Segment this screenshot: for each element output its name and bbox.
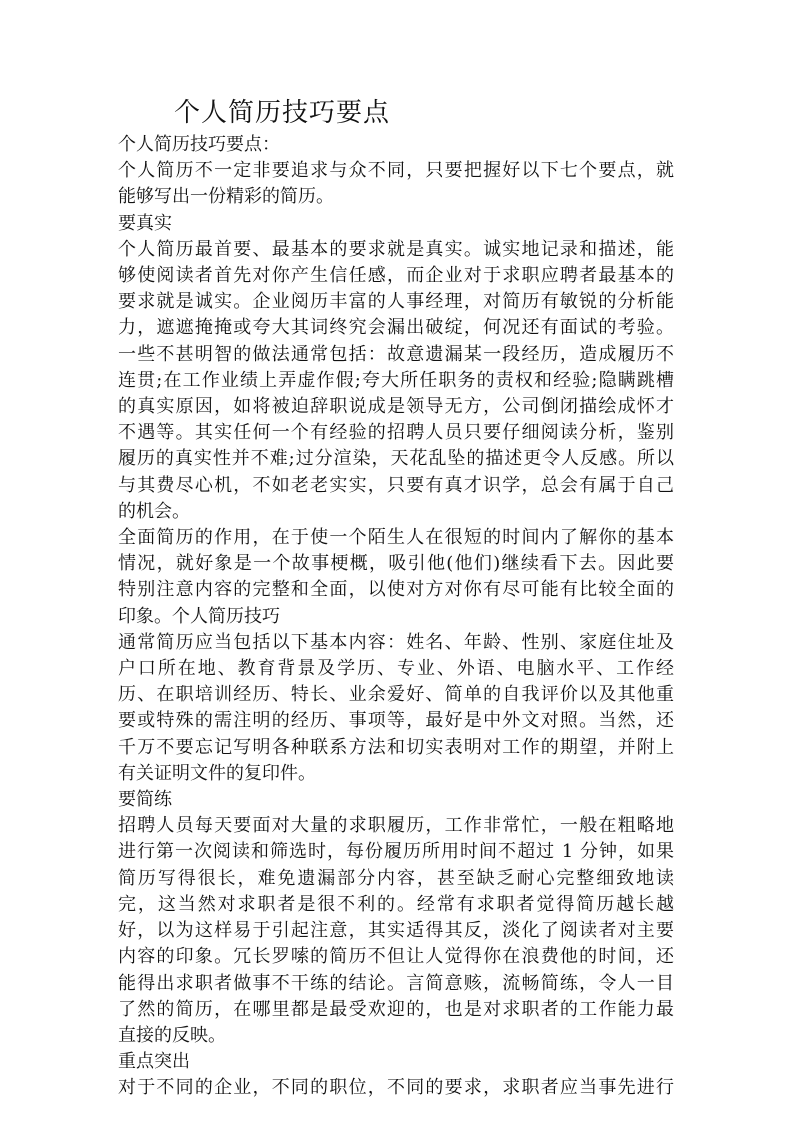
document-lines [118,132,674,1102]
text-line: 情况，就好象是一个故事梗概，吸引他(他们)继续看下去。因此要 [118,553,674,575]
text-line: 个人简历不一定非要追求与众不同，只要把握好以下七个要点，就 [118,160,674,182]
text-line: 有关证明文件的复印件。 [118,762,316,784]
text-line: 能够写出一份精彩的简历。 [118,186,334,208]
text-line: 要真实 [118,212,172,234]
text-line: 不遇等。其实任何一个有经验的招聘人员只要仔细阅读分析，鉴别 [118,422,674,444]
text-line: 印象。个人简历技巧 [118,605,280,627]
text-line: 要简练 [118,789,172,811]
text-line: 对于不同的企业，不同的职位，不同的要求，求职者应当事先进行 [118,1077,674,1099]
text-line: 与其费尽心机，不如老老实实，只要有真才识学，总会有属于自己 [118,474,674,496]
text-line: 特别注意内容的完整和全面，以使对方对你有尽可能有比较全面的 [118,579,674,601]
document-body [118,96,674,1102]
text-line: 连贯;在工作业绩上弄虚作假;夸大所任职务的责权和经验;隐瞒跳槽 [118,369,674,391]
text-line: 力，遮遮掩掩或夸大其词终究会漏出破绽，何况还有面试的考验。 [118,317,674,339]
document-title: 个人简历技巧要点 [174,98,391,128]
text-line: 要或特殊的需注明的经历、事项等，最好是中外文对照。当然，还 [118,710,674,732]
text-line: 户口所在地、教育背景及学历、专业、外语、电脑水平、工作经 [118,658,674,680]
text-line: 了然的简历，在哪里都是最受欢迎的，也是对求职者的工作能力最 [118,998,674,1020]
text-line: 个人简历技巧要点： [118,134,280,155]
text-line: 好，以为这样易于引起注意，其实适得其反，淡化了阅读者对主要 [118,920,674,942]
text-line: 千万不要忘记写明各种联系方法和切实表明对工作的期望，并附上 [118,736,674,758]
text-line: 通常简历应当包括以下基本内容：姓名、年龄、性别、家庭住址及 [118,631,674,653]
text-line: 直接的反映。 [118,1024,226,1046]
text-line: 重点突出 [118,1051,190,1073]
text-line: 能得出求职者做事不干练的结论。言简意赅，流畅简练，令人一目 [118,972,674,994]
text-line: 履历的真实性并不难;过分渲染，天花乱坠的描述更令人反感。所以 [118,448,674,470]
text-line: 个人简历最首要、最基本的要求就是真实。诚实地记录和描述，能 [118,238,674,260]
text-line: 的机会。 [118,500,190,522]
text-line: 够使阅读者首先对你产生信任感，而企业对于求职应聘者最基本的 [118,265,674,287]
text-line: 进行第一次阅读和筛选时，每份履历所用时间不超过 1 分钟，如果 [118,841,674,863]
text-line: 要求就是诚实。企业阅历丰富的人事经理，对简历有敏锐的分析能 [118,291,674,313]
text-line: 内容的印象。冗长罗嗦的简历不但让人觉得你在浪费他的时间，还 [118,946,674,968]
text-line: 的真实原因，如将被迫辞职说成是领导无方，公司倒闭描绘成怀才 [118,396,674,418]
text-line: 一些不甚明智的做法通常包括：故意遗漏某一段经历，造成履历不 [118,343,674,365]
text-line: 全面简历的作用，在于使一个陌生人在很短的时间内了解你的基本 [118,527,674,549]
text-line: 完，这当然对求职者是很不利的。经常有求职者觉得简历越长越 [118,893,674,915]
text-line: 招聘人员每天要面对大量的求职履历，工作非常忙，一般在粗略地 [118,815,674,837]
text-line: 历、在职培训经历、特长、业余爱好、简单的自我评价以及其他重 [118,684,674,706]
text-line: 简历写得很长，难免遗漏部分内容，甚至缺乏耐心完整细致地读 [118,867,674,889]
